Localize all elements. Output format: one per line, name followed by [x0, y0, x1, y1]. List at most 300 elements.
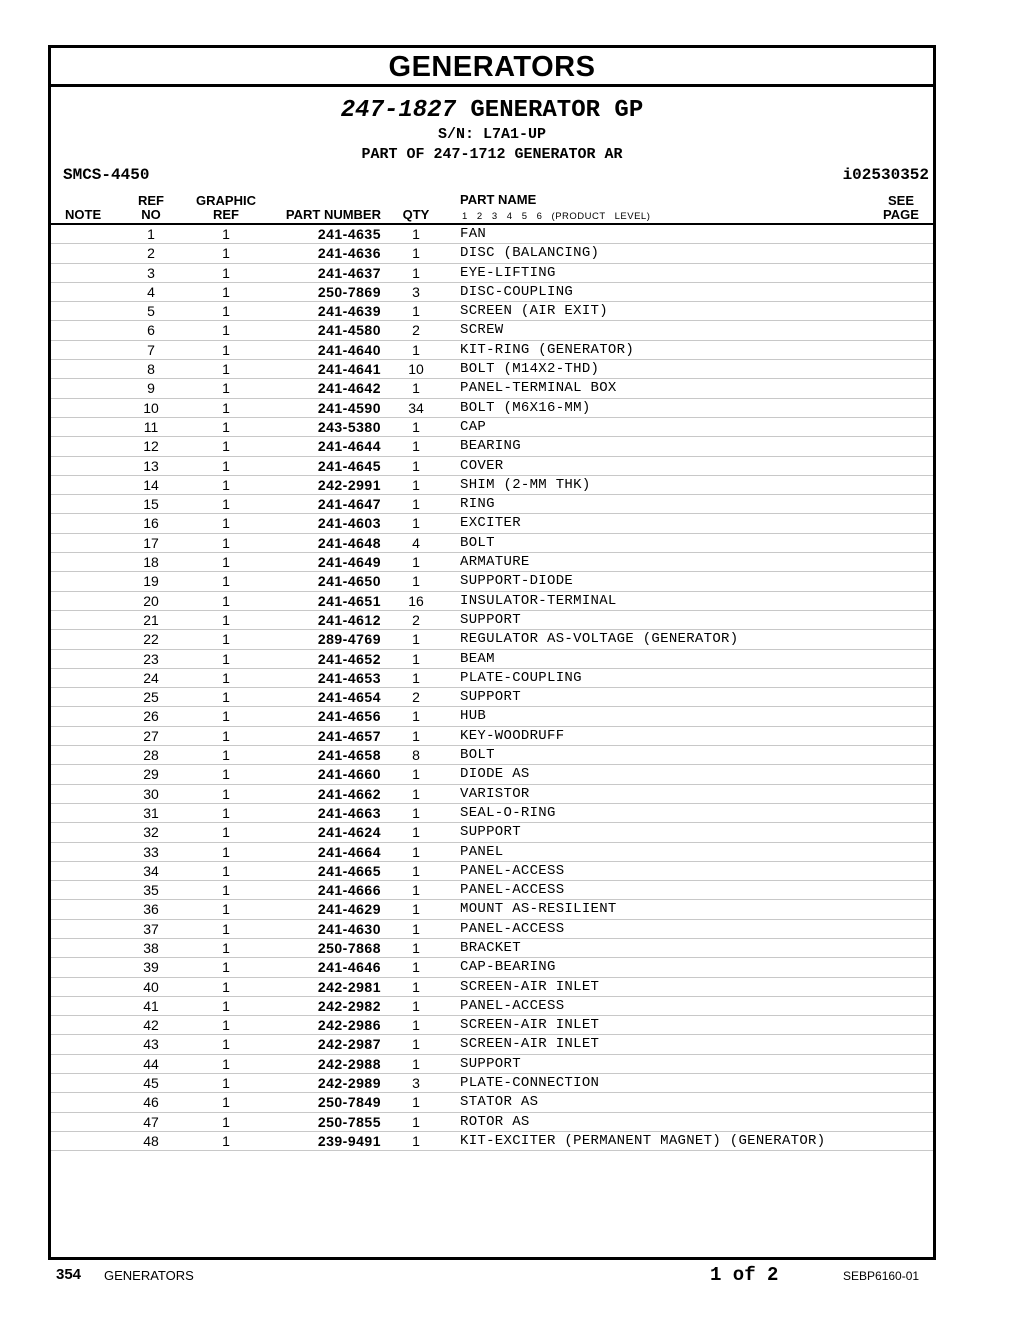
part-name: SEAL-O-RING: [460, 804, 556, 821]
part-number[interactable]: 241-4630: [317, 920, 381, 937]
ref-number: 18: [143, 554, 159, 571]
page-of: 1 of 2: [710, 1264, 779, 1286]
part-number[interactable]: 241-4629: [317, 901, 381, 918]
table-row: [51, 495, 933, 514]
graphic-ref: 1: [222, 592, 230, 609]
part-name: BEAM: [460, 650, 495, 667]
table-row: [51, 341, 933, 360]
part-number[interactable]: 250-7869: [317, 283, 381, 300]
col-ref-bottom: NO: [141, 207, 161, 222]
graphic-ref: 1: [222, 843, 230, 860]
part-number[interactable]: 241-4653: [317, 669, 381, 686]
quantity: 10: [408, 361, 424, 378]
part-number[interactable]: 241-4658: [317, 747, 381, 764]
table-row: [51, 1132, 933, 1151]
graphic-ref: 1: [222, 824, 230, 841]
ref-number: 31: [143, 804, 159, 821]
graphic-ref: 1: [222, 650, 230, 667]
footer-section: GENERATORS: [104, 1268, 194, 1283]
graphic-ref: 1: [222, 399, 230, 416]
quantity: 1: [412, 785, 420, 802]
ref-number: 40: [143, 978, 159, 995]
table-row: [51, 958, 933, 977]
part-name: ROTOR AS: [460, 1113, 530, 1130]
col-see-top: SEE: [887, 193, 914, 208]
part-number[interactable]: 250-7849: [317, 1094, 381, 1111]
part-name: REGULATOR AS-VOLTAGE (GENERATOR): [460, 631, 739, 648]
part-name: CAP-BEARING: [460, 959, 556, 976]
ref-number: 43: [143, 1036, 159, 1053]
part-number[interactable]: 242-2981: [317, 978, 381, 995]
ref-number: 35: [143, 882, 159, 899]
graphic-ref: 1: [222, 631, 230, 648]
ref-number: 19: [143, 573, 159, 590]
ref-number: 41: [143, 997, 159, 1014]
part-number[interactable]: 241-4664: [317, 843, 381, 860]
graphic-ref: 1: [222, 747, 230, 764]
ref-number: 29: [143, 766, 159, 783]
part-number[interactable]: 241-4649: [317, 554, 381, 571]
part-number[interactable]: 241-4663: [317, 804, 381, 821]
part-number[interactable]: 241-4636: [317, 245, 381, 262]
graphic-ref: 1: [222, 920, 230, 937]
graphic-ref: 1: [222, 1036, 230, 1053]
ref-number: 37: [143, 920, 159, 937]
ref-number: 44: [143, 1055, 159, 1072]
ref-number: 17: [143, 534, 159, 551]
part-name: BOLT (M14X2-THD): [460, 361, 600, 378]
table-row: [51, 457, 933, 476]
graphic-ref: 1: [222, 303, 230, 320]
graphic-ref: 1: [222, 264, 230, 281]
graphic-ref: 1: [222, 361, 230, 378]
part-number[interactable]: 243-5380: [317, 418, 381, 435]
graphic-ref: 1: [222, 611, 230, 628]
part-number[interactable]: 241-4635: [317, 226, 381, 242]
ref-number: 2: [147, 245, 155, 262]
table-row: [51, 437, 933, 456]
graphic-ref: 1: [222, 226, 230, 242]
smcs-code: SMCS-4450: [63, 166, 150, 184]
quantity: 1: [412, 303, 420, 320]
part-name: DISC-COUPLING: [460, 283, 574, 300]
page-footer: [0, 1264, 1020, 1288]
ref-number: 12: [143, 438, 159, 455]
part-number[interactable]: 241-4640: [317, 341, 381, 358]
table-row: [51, 920, 933, 939]
part-number[interactable]: 241-4656: [317, 708, 381, 725]
table-row: [51, 1074, 933, 1093]
quantity: 1: [412, 515, 420, 532]
part-number[interactable]: 241-4662: [317, 785, 381, 802]
part-name: INSULATOR-TERMINAL: [460, 592, 617, 609]
graphic-ref: 1: [222, 669, 230, 686]
graphic-ref: 1: [222, 322, 230, 339]
page-number: 354: [56, 1266, 82, 1283]
quantity: 3: [412, 283, 420, 300]
part-number[interactable]: 241-4624: [317, 824, 381, 841]
quantity: 1: [412, 824, 420, 841]
part-number[interactable]: 241-4642: [317, 380, 381, 397]
part-number[interactable]: 241-4650: [317, 573, 381, 590]
graphic-ref: 1: [222, 573, 230, 590]
ref-number: 48: [143, 1132, 159, 1149]
quantity: 1: [412, 418, 420, 435]
col-product-levels: 1 2 3 4 5 6 (PRODUCT LEVEL): [462, 211, 651, 222]
part-number[interactable]: 241-4647: [317, 496, 381, 513]
table-row: [51, 1113, 933, 1132]
ref-number: 36: [143, 901, 159, 918]
ref-number: 45: [143, 1075, 159, 1092]
quantity: 1: [412, 631, 420, 648]
table-row: [51, 939, 933, 958]
table-row: [51, 997, 933, 1016]
smcs-row: [63, 166, 929, 188]
ref-number: 30: [143, 785, 159, 802]
section-title: GENERATORS: [51, 48, 933, 87]
col-see-bottom: PAGE: [883, 207, 919, 222]
part-name: MOUNT AS-RESILIENT: [460, 901, 617, 918]
table-row: [51, 881, 933, 900]
graphic-ref: 1: [222, 438, 230, 455]
part-name: RING: [460, 496, 495, 513]
part-number[interactable]: 242-2987: [317, 1036, 381, 1053]
table-row: [51, 630, 933, 649]
part-name: VARISTOR: [460, 785, 530, 802]
part-name: BRACKET: [460, 939, 521, 956]
part-number[interactable]: 242-2982: [317, 997, 381, 1014]
part-name: BOLT: [460, 747, 495, 764]
table-row: [51, 514, 933, 533]
quantity: 1: [412, 920, 420, 937]
quantity: 1: [412, 843, 420, 860]
quantity: 1: [412, 650, 420, 667]
table-row: [51, 572, 933, 591]
graphic-ref: 1: [222, 939, 230, 956]
ref-number: 39: [143, 959, 159, 976]
col-ref-top: REF: [138, 193, 164, 208]
table-row: [51, 1035, 933, 1054]
part-name: KEY-WOODRUFF: [460, 727, 565, 744]
table-row: [51, 360, 933, 379]
table-row: [51, 553, 933, 572]
part-number[interactable]: 242-2988: [317, 1055, 381, 1072]
table-row: [51, 534, 933, 553]
quantity: 2: [412, 611, 420, 628]
quantity: 2: [412, 322, 420, 339]
part-name: SCREEN-AIR INLET: [460, 1017, 600, 1034]
quantity: 1: [412, 496, 420, 513]
part-number[interactable]: 241-4646: [317, 959, 381, 976]
part-number[interactable]: 242-2989: [317, 1075, 381, 1092]
part-number[interactable]: 289-4769: [317, 631, 381, 648]
part-name: BOLT: [460, 534, 495, 551]
quantity: 1: [412, 1094, 420, 1111]
table-row: [51, 611, 933, 630]
part-name: BOLT (M6X16-MM): [460, 399, 591, 416]
graphic-ref: 1: [222, 515, 230, 532]
parts-table-body: [51, 225, 933, 1151]
part-name: PANEL-ACCESS: [460, 997, 565, 1014]
graphic-ref: 1: [222, 689, 230, 706]
part-name: SCREEN-AIR INLET: [460, 978, 600, 995]
part-name: EYE-LIFTING: [460, 264, 556, 281]
quantity: 16: [408, 592, 424, 609]
part-number[interactable]: 241-4645: [317, 457, 381, 474]
part-name: SCREW: [460, 322, 504, 339]
ref-number: 7: [147, 341, 155, 358]
quantity: 1: [412, 997, 420, 1014]
quantity: 1: [412, 245, 420, 262]
table-row: [51, 746, 933, 765]
part-name: STATOR AS: [460, 1094, 539, 1111]
col-graphic-bottom: REF: [213, 207, 239, 222]
part-name: KIT-EXCITER (PERMANENT MAGNET) (GENERATOR): [460, 1132, 826, 1149]
table-row: [51, 1093, 933, 1112]
quantity: 1: [412, 727, 420, 744]
ref-number: 6: [147, 322, 155, 339]
graphic-ref: 1: [222, 534, 230, 551]
part-name: BEARING: [460, 438, 521, 455]
graphic-ref: 1: [222, 804, 230, 821]
part-number[interactable]: 241-4612: [317, 611, 381, 628]
ref-number: 23: [143, 650, 159, 667]
ref-number: 24: [143, 669, 159, 686]
ref-number: 5: [147, 303, 155, 320]
ref-number: 28: [143, 747, 159, 764]
ref-number: 42: [143, 1017, 159, 1034]
graphic-ref: 1: [222, 727, 230, 744]
ref-number: 46: [143, 1094, 159, 1111]
table-row: [51, 264, 933, 283]
part-number[interactable]: 241-4651: [317, 592, 381, 609]
ref-number: 27: [143, 727, 159, 744]
graphic-ref: 1: [222, 1055, 230, 1072]
part-number[interactable]: 241-4644: [317, 438, 381, 455]
quantity: 1: [412, 804, 420, 821]
table-row: [51, 302, 933, 321]
table-row: [51, 688, 933, 707]
quantity: 1: [412, 457, 420, 474]
table-row: [51, 379, 933, 398]
ref-number: 25: [143, 689, 159, 706]
part-name: CAP: [460, 418, 487, 435]
ref-number: 9: [147, 380, 155, 397]
table-row: [51, 592, 933, 611]
ref-number: 11: [143, 418, 159, 435]
ref-number: 1: [147, 226, 155, 242]
ref-number: 47: [143, 1113, 159, 1130]
parts-list-frame: [48, 45, 936, 1260]
table-row: [51, 321, 933, 340]
ref-number: 26: [143, 708, 159, 725]
table-row: [51, 843, 933, 862]
group-title: [51, 97, 933, 125]
table-row: [51, 727, 933, 746]
ref-number: 32: [143, 824, 159, 841]
part-number[interactable]: 241-4666: [317, 882, 381, 899]
table-row: [51, 1016, 933, 1035]
table-row: [51, 862, 933, 881]
part-name: PLATE-COUPLING: [460, 669, 582, 686]
table-row: [51, 399, 933, 418]
part-number[interactable]: 241-4648: [317, 534, 381, 551]
graphic-ref: 1: [222, 708, 230, 725]
col-part-number: PART NUMBER: [285, 207, 381, 222]
part-name: SUPPORT: [460, 689, 521, 706]
quantity: 1: [412, 1036, 420, 1053]
part-number[interactable]: 242-2991: [317, 476, 381, 493]
part-name: SUPPORT: [460, 611, 521, 628]
graphic-ref: 1: [222, 1132, 230, 1149]
table-row: [51, 244, 933, 263]
part-name: DIODE AS: [460, 766, 530, 783]
graphic-ref: 1: [222, 766, 230, 783]
part-name: HUB: [460, 708, 487, 725]
quantity: 3: [412, 1075, 420, 1092]
graphic-ref: 1: [222, 457, 230, 474]
table-row: [51, 823, 933, 842]
part-number[interactable]: 250-7855: [317, 1113, 381, 1130]
ref-number: 16: [143, 515, 159, 532]
quantity: 1: [412, 1113, 420, 1130]
part-number[interactable]: 241-4652: [317, 650, 381, 667]
part-number[interactable]: 241-4654: [317, 689, 381, 706]
quantity: 34: [408, 399, 424, 416]
part-name: FAN: [460, 226, 487, 242]
quantity: 2: [412, 689, 420, 706]
table-row: [51, 476, 933, 495]
quantity: 1: [412, 708, 420, 725]
table-row: [51, 804, 933, 823]
part-number[interactable]: 242-2986: [317, 1017, 381, 1034]
part-name: PANEL: [460, 843, 504, 860]
part-number[interactable]: 241-4660: [317, 766, 381, 783]
quantity: 1: [412, 1132, 420, 1149]
column-headers: [51, 191, 933, 225]
ref-number: 10: [143, 399, 159, 416]
ref-number: 21: [143, 611, 159, 628]
table-row: [51, 978, 933, 997]
part-name: SCREEN (AIR EXIT): [460, 303, 608, 320]
graphic-ref: 1: [222, 418, 230, 435]
part-number[interactable]: 250-7868: [317, 939, 381, 956]
table-row: [51, 707, 933, 726]
part-number[interactable]: 241-4590: [317, 399, 381, 416]
table-row: [51, 650, 933, 669]
part-name: PANEL-ACCESS: [460, 862, 565, 879]
table-row: [51, 225, 933, 244]
group-part-number[interactable]: 247-1827: [340, 97, 456, 124]
document-id: SEBP6160-01: [843, 1269, 920, 1283]
part-number[interactable]: 241-4580: [317, 322, 381, 339]
quantity: 1: [412, 554, 420, 571]
part-name: SUPPORT-DIODE: [460, 573, 574, 590]
quantity: 1: [412, 669, 420, 686]
part-name: SUPPORT: [460, 824, 521, 841]
quantity: 1: [412, 901, 420, 918]
graphic-ref: 1: [222, 901, 230, 918]
quantity: 1: [412, 959, 420, 976]
quantity: 1: [412, 766, 420, 783]
graphic-ref: 1: [222, 882, 230, 899]
ref-number: 33: [143, 843, 159, 860]
illustration-id: i02530352: [842, 166, 929, 184]
part-name: EXCITER: [460, 515, 521, 532]
ref-number: 13: [143, 457, 159, 474]
part-name: PANEL-ACCESS: [460, 920, 565, 937]
graphic-ref: 1: [222, 1017, 230, 1034]
graphic-ref: 1: [222, 1094, 230, 1111]
graphic-ref: 1: [222, 496, 230, 513]
ref-number: 15: [143, 496, 159, 513]
part-of-line: PART OF 247-1712 GENERATOR AR: [361, 146, 623, 163]
table-row: [51, 1055, 933, 1074]
table-row: [51, 418, 933, 437]
ref-number: 3: [147, 264, 155, 281]
group-name: GENERATOR GP: [470, 97, 644, 124]
part-number[interactable]: 241-4603: [317, 515, 381, 532]
ref-number: 34: [143, 862, 159, 879]
quantity: 1: [412, 476, 420, 493]
quantity: 1: [412, 573, 420, 590]
table-row: [51, 785, 933, 804]
table-row: [51, 283, 933, 302]
part-name: DISC (BALANCING): [460, 245, 600, 262]
part-name: PANEL-TERMINAL BOX: [460, 380, 617, 397]
graphic-ref: 1: [222, 785, 230, 802]
part-name: ARMATURE: [460, 554, 530, 571]
graphic-ref: 1: [222, 380, 230, 397]
part-name: SCREEN-AIR INLET: [460, 1036, 600, 1053]
part-name: COVER: [460, 457, 504, 474]
part-number[interactable]: 239-9491: [317, 1132, 381, 1149]
ref-number: 8: [147, 361, 155, 378]
quantity: 1: [412, 978, 420, 995]
part-number[interactable]: 241-4641: [317, 361, 381, 378]
graphic-ref: 1: [222, 1113, 230, 1130]
part-number[interactable]: 241-4639: [317, 303, 381, 320]
graphic-ref: 1: [222, 978, 230, 995]
quantity: 1: [412, 341, 420, 358]
graphic-ref: 1: [222, 341, 230, 358]
table-row: [51, 669, 933, 688]
table-row: [51, 765, 933, 784]
ref-number: 14: [143, 476, 159, 493]
part-number[interactable]: 241-4665: [317, 862, 381, 879]
serial-number: S/N: L7A1-UP: [437, 126, 547, 143]
part-name: PANEL-ACCESS: [460, 882, 565, 899]
graphic-ref: 1: [222, 997, 230, 1014]
graphic-ref: 1: [222, 476, 230, 493]
quantity: 1: [412, 1017, 420, 1034]
quantity: 1: [412, 264, 420, 281]
quantity: 1: [412, 226, 420, 242]
part-number[interactable]: 241-4637: [317, 264, 381, 281]
graphic-ref: 1: [222, 283, 230, 300]
graphic-ref: 1: [222, 959, 230, 976]
part-number[interactable]: 241-4657: [317, 727, 381, 744]
quantity: 1: [412, 380, 420, 397]
col-graphic-top: GRAPHIC: [196, 193, 256, 208]
table-row: [51, 900, 933, 919]
quantity: 8: [412, 747, 420, 764]
col-part-name: PART NAME: [460, 192, 537, 207]
col-note: NOTE: [65, 207, 102, 222]
col-qty: QTY: [402, 207, 430, 222]
part-name: KIT-RING (GENERATOR): [460, 341, 635, 358]
quantity: 1: [412, 862, 420, 879]
